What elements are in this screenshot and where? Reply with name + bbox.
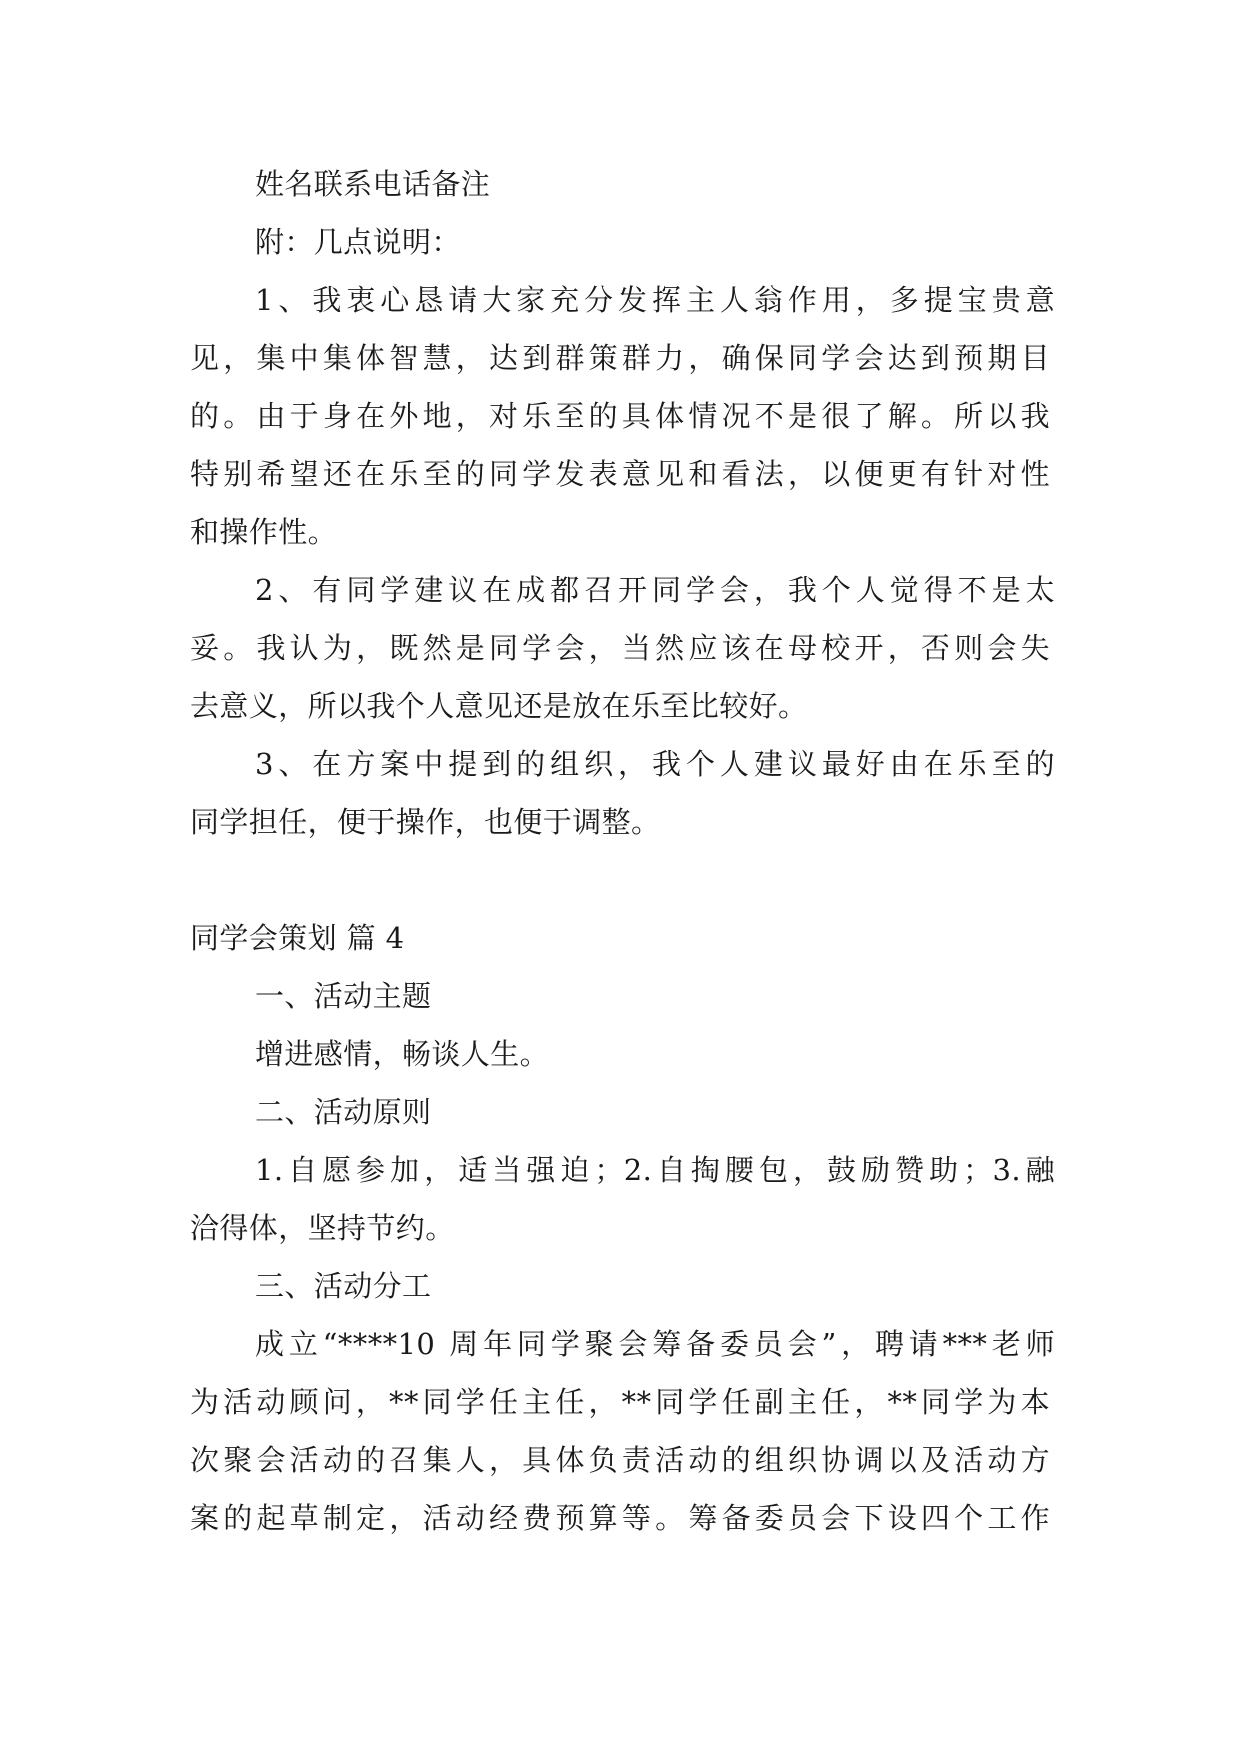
text-line: 和操作性。 xyxy=(190,515,338,549)
text-line: 姓名联系电话备注 xyxy=(255,167,491,201)
text-line: 三、活动分工 xyxy=(255,1269,432,1303)
text-line: 同学担任，便于操作，也便于调整。 xyxy=(190,805,661,839)
text-line: 3、在方案中提到的组织，我个人建议最好由在乐至的 xyxy=(255,747,1055,781)
text-line: 附：几点说明： xyxy=(255,225,461,259)
text-line: 特别希望还在乐至的同学发表意见和看法，以便更有针对性 xyxy=(190,457,1050,491)
text-line: 案的起草制定，活动经费预算等。筹备委员会下设四个工作 xyxy=(190,1501,1050,1535)
text-line: 二、活动原则 xyxy=(255,1095,432,1129)
text-line: 的。由于身在外地，对乐至的具体情况不是很了解。所以我 xyxy=(190,399,1050,433)
text-line: 洽得体，坚持节约。 xyxy=(190,1211,455,1245)
text-line: 成立“****10 周年同学聚会筹备委员会”，聘请***老师 xyxy=(255,1327,1055,1361)
text-line: 为活动顾问，**同学任主任，**同学任副主任，**同学为本 xyxy=(190,1385,1050,1419)
text-line: 见，集中集体智慧，达到群策群力，确保同学会达到预期目 xyxy=(190,341,1050,375)
text-line: 2、有同学建议在成都召开同学会，我个人觉得不是太 xyxy=(255,573,1055,607)
text-line: 一、活动主题 xyxy=(255,979,432,1013)
text-line: 1、我衷心恳请大家充分发挥主人翁作用，多提宝贵意 xyxy=(255,283,1055,317)
text-line: 去意义，所以我个人意见还是放在乐至比较好。 xyxy=(190,689,808,723)
text-line: 妥。我认为，既然是同学会，当然应该在母校开，否则会失 xyxy=(190,631,1050,665)
text-line: 次聚会活动的召集人，具体负责活动的组织协调以及活动方 xyxy=(190,1443,1050,1477)
text-line: 1.自愿参加，适当强迫；2.自掏腰包，鼓励赞助；3.融 xyxy=(255,1153,1055,1187)
section-heading: 同学会策划 篇 4 xyxy=(190,921,405,955)
text-line: 增进感情，畅谈人生。 xyxy=(255,1037,550,1071)
